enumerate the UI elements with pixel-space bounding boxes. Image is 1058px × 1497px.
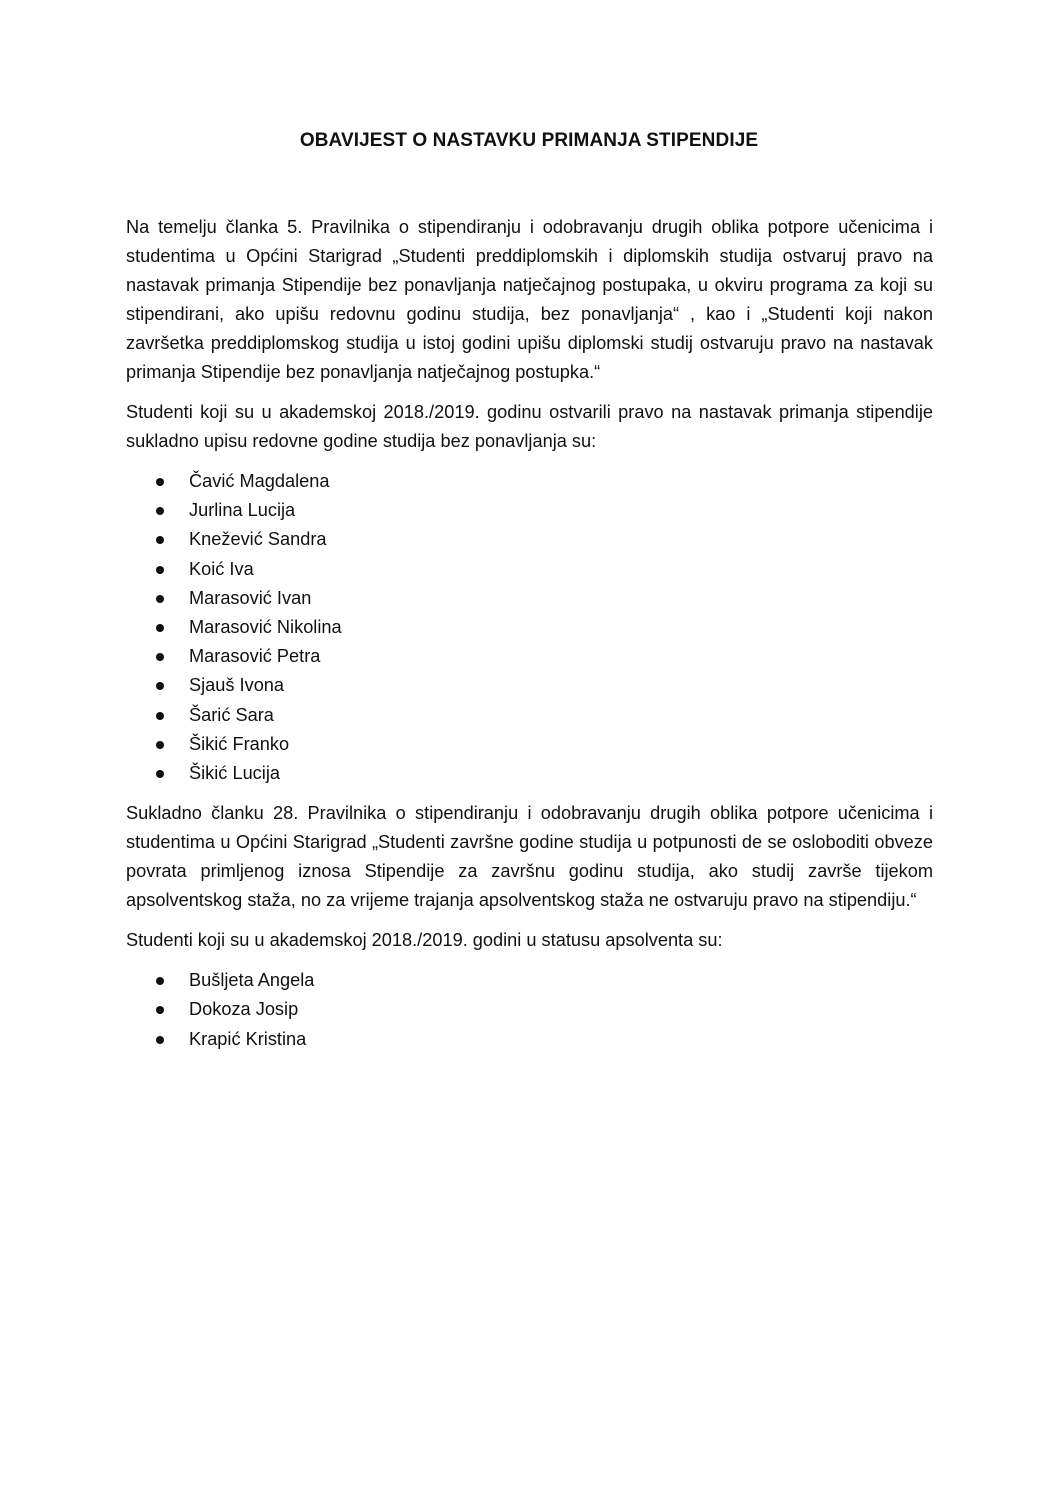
bullet-icon — [156, 770, 164, 778]
paragraph-intro: Na temelju članka 5. Pravilnika o stipendiranju i odobravanju drugih oblika potpore učenicima i studentima u Općini Starigrad „Studenti preddiplomskih i diplomskih studija ostvaruj pravo na nastavak primanja Stipendije bez ponavljanja natječajnog postupaka, u okviru programa za koji su stipendirani, ako upišu redovnu godinu studija, bez ponavljanja“ , kao i „Studenti koji nakon završetka preddiplomskog studija u istoj godini upišu diplomski studij ostvaruju pravo na nastavak primanja Stipendije bez ponavljanja natječajnog postupka.“ — [126, 217, 933, 382]
document-title: OBAVIJEST O NASTAVKU PRIMANJA STIPENDIJE — [299, 130, 759, 151]
student-name: Krapić Kristina — [189, 1028, 307, 1049]
bullet-icon — [156, 624, 164, 632]
student-name: Sjauš Ivona — [189, 675, 285, 696]
bullet-icon — [156, 478, 164, 486]
student-name: Marasović Petra — [189, 646, 321, 667]
list-item — [126, 671, 933, 700]
paragraph-article-28: Sukladno članku 28. Pravilnika o stipendiranju i odobravanju drugih oblika potpore učenicima i studentima u Općini Starigrad „Studenti završne godine studija u potpunosti de se osloboditi obveze povrata primljenog iznosa Stipendije za završnu godinu studija, ako studij završe tijekom apsolventskog staža, no za vrijeme trajanja apsolventskog staža ne ostvaruju pravo na stipendiju.“ — [126, 803, 933, 911]
student-name: Bušljeta Angela — [189, 970, 315, 991]
bullet-icon — [156, 1036, 164, 1044]
bullet-icon — [156, 653, 164, 661]
list-item — [126, 966, 933, 995]
student-name: Šarić Sara — [189, 704, 274, 725]
bullet-icon — [156, 507, 164, 515]
student-name: Marasović Nikolina — [189, 617, 342, 638]
bullet-icon — [156, 595, 164, 603]
list-item — [126, 701, 933, 730]
student-name: Marasović Ivan — [189, 587, 312, 608]
graduate-students-list — [126, 966, 933, 1054]
bullet-icon — [156, 566, 164, 574]
list-item — [126, 555, 933, 584]
bullet-icon — [156, 682, 164, 690]
list-item — [126, 642, 933, 671]
student-name: Dokoza Josip — [189, 999, 299, 1020]
list-item — [126, 496, 933, 525]
bullet-icon — [156, 1006, 164, 1014]
list-item — [126, 525, 933, 554]
student-name: Šikić Franko — [189, 733, 290, 754]
paragraph-graduate-status: Studenti koji su u akademskoj 2018./2019. godini u statusu apsolventa su: — [126, 930, 723, 951]
list-item — [126, 467, 933, 496]
list-item — [126, 584, 933, 613]
list-item — [126, 759, 933, 788]
student-name: Koić Iva — [189, 558, 254, 579]
bullet-icon — [156, 712, 164, 720]
bullet-icon — [156, 536, 164, 544]
student-name: Knežević Sandra — [189, 529, 327, 550]
list-item — [126, 730, 933, 759]
student-name: Jurlina Lucija — [189, 500, 296, 521]
student-name: Čavić Magdalena — [189, 471, 330, 491]
document-body — [126, 213, 933, 1065]
bullet-icon — [156, 741, 164, 749]
list-item — [126, 1025, 933, 1054]
continuing-students-list — [126, 467, 933, 788]
paragraph-continuing-students: Studenti koji su u akademskoj 2018./2019. godinu ostvarili pravo na nastavak primanja stipendije sukladno upisu redovne godine studija bez ponavljanja su: — [126, 402, 933, 451]
student-name: Šikić Lucija — [189, 763, 280, 784]
list-item — [126, 613, 933, 642]
list-item — [126, 995, 933, 1024]
bullet-icon — [156, 977, 164, 985]
